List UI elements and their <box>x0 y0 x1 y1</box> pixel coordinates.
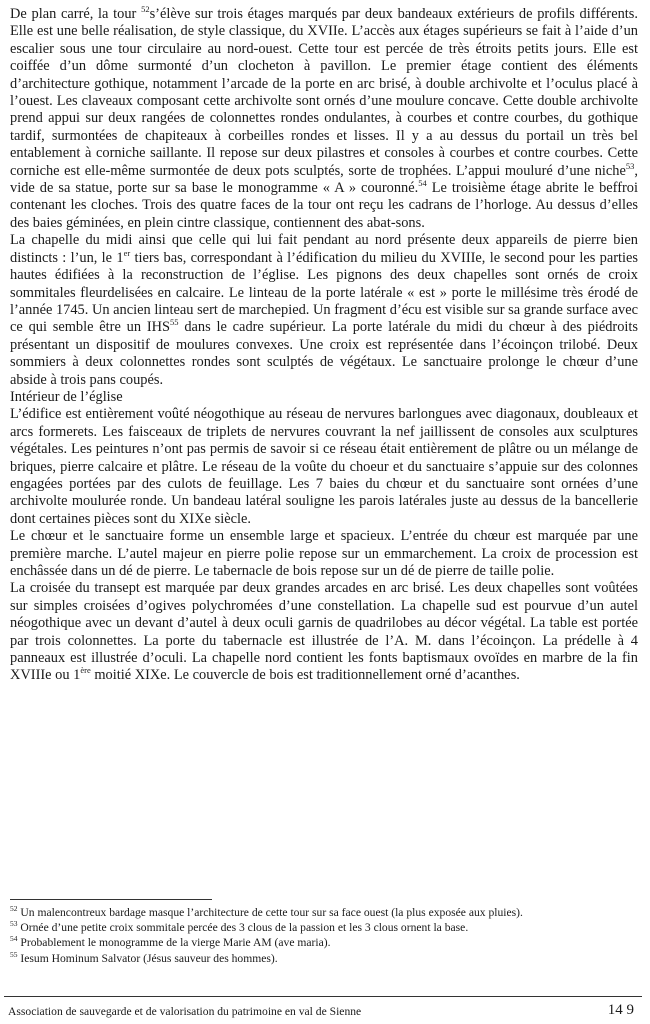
footnote-ref-54[interactable]: 54 <box>418 178 427 189</box>
footnote-ref-52[interactable]: 52 <box>141 4 150 14</box>
page-number: 14 9 <box>607 1002 634 1018</box>
ordinal-superscript: ère <box>80 665 91 676</box>
footnote-53: $^{53}$ Ornée d’une petite croix sommitale percée des 3 clous de la passion et les 3 clous ornent la base. <box>10 919 469 935</box>
footnote-ref-55[interactable]: 55 <box>170 317 179 328</box>
paragraph-choir: Le chœur et le sanctuaire forme un ensemble large et spacieux. L’entrée du chœur est marquée par une première marche. L’autel majeur en pierre polie repose sur un emmarchement. La croix de procession est enchâssée dans un dé de pierre. Le tabernacle de bois repose sur un dé de pierre de taille polie. <box>10 528 638 579</box>
paragraph-tower: De plan carré, la tour $^{52}$s’élève sur trois étages marqués par deux bandeaux extérieurs de profils différents. Elle est une belle réalisation, de style classique, du XVIIe. L’accès aux étages supérieurs se fait à l’aide d’un escalier sous une tour circulaire au nord-ouest. Cette tour est percée de très étroits petits jours. Elle est coiffée d’un dôme surmonté d’un clocheton à pavillon. Le premier étage contient des éléments d’architecture gothique, notamment l’arcade de la porte en arc brisé, à double archivolte et l’oculus placé à l’ouest. Les claveaux composant cette archivolte sont ornés d’une moulure concave. Cette double archivolte prend appui sur deux rangées de colonnettes rondes ondulantes, à courbes et contre courbes, du gothique tardif, surmontées de chapiteaux à corbeilles rondes et lisses. Il y a au dessus du portail un très bel entablement à corniche saillante. Il repose sur deux pilastres et consoles à courbes et contre courbes. Cette corniche est elle-même surmontée de deux pots sculptés, sorte de trophées. L’appui mouluré d’une niche$^{53}$, vide de sa statue, porte sur sa base le monogramme « A » couronné.$^{54}$ Le troisième étage abrite le beffroi contenant les cloches. Trois des quatre faces de la tour ont reçu les cadrans de l’horloge. Au dessus d’elles des baies géminées, en plein cintre classique, contiennent des abat-sons. <box>10 4 638 231</box>
footnotes <box>10 905 638 966</box>
ordinal-superscript: er <box>123 247 131 258</box>
page-footer <box>0 996 650 1024</box>
footer-divider <box>4 996 642 997</box>
main-text <box>10 6 638 685</box>
footnote-divider <box>10 899 212 900</box>
footer-association: Association de sauvegarde et de valorisation du patrimoine en val de Sienne <box>8 1005 362 1018</box>
section-heading: Intérieur de l’église <box>10 388 123 405</box>
footnote-ref-53[interactable]: 53 <box>625 160 635 171</box>
paragraph-transept: La croisée du transept est marquée par deux grandes arcades en arc brisé. Les deux chapelles sont voûtées sur simples croisées d’ogives polychromées d’une constellation. La chapelle sud est pourvue d’un autel néogothique avec un devant d’autel à deux oculi garnis de quadrilobes au décor végétal. La table est portée par trois colonnettes. La porte du tabernacle est illustrée de l’A. M. dans l’écoinçon. La prédelle à 4 panneaux est illustrée d’oculi. La chapelle nord contient les fonts baptismaux ovoïdes en marbre de la fin XVIIIe ou 1ère moitié XIXe. Le couvercle de bois est traditionnellement orné d’acanthes. <box>10 580 638 684</box>
paragraph-vault: L’édifice est entièrement voûté néogothique au réseau de nervures barlongues avec diagonaux, doubleaux et arcs formerets. Les faisceaux de triplets de nervures couvrant la nef jaillissent de consoles aux sculptures végétales. Les peintures n’ont pas permis de savoir si ce réseau était entièrement de plâtre ou un mélange de briques, pierre calcaire et plâtre. Le réseau de la voûte du choeur et du sanctuaire s’appuie sur des colonnes engagées portées par des culots de feuillage. Les 7 baies du chœur et du sanctuaire sont ornées d’une archivolte moulurée ronde. Un bandeau latéral souligne les parois latérales juste au dessus de la bancellerie dont certaines pièces sont du XIXe siècle. <box>10 406 638 527</box>
footnote-52: $^{52}$ Un malencontreux bardage masque l’architecture de cette tour sur sa face ouest (la plus exposée aux pluies). <box>10 904 523 919</box>
footnote-54: $^{54}$ Probablement le monogramme de la vierge Marie AM (ave maria). <box>10 934 331 950</box>
footnote-55: $^{55}$ Iesum Hominum Salvator (Jésus sauveur des hommes). <box>10 949 278 965</box>
paragraph-chapels: La chapelle du midi ainsi que celle qui lui fait pendant au nord présente deux appareils de pierre bien distincts : l’un, le 1er tiers bas, correspondant à l’édification du milieu du XVIIIe, le second pour les parties hautes édifiées à la reconstruction de l’église. Les pignons des deux chapelles sont ornés de croix sommitales fleurdelisées en calcaire. Le linteau de la porte latérale « est » porte le millésime très érodé de l’année 1745. Un ancien linteau sert de marchepied. Un fragment d’écu est visible sur sa grande surface avec ce qui semble être un IHS$^{55}$ dans le cadre supérieur. La porte latérale du midi du chœur à des piédroits présentant un dispositif de moulures convexes. Une croix est représentée dans l’écoinçon trilobé. Deux sommiers à deux colonnettes rondes sont sculptés de végétaux. Le sanctuaire prolonge le chœur d’une abside à trois pans coupés. <box>10 232 638 388</box>
